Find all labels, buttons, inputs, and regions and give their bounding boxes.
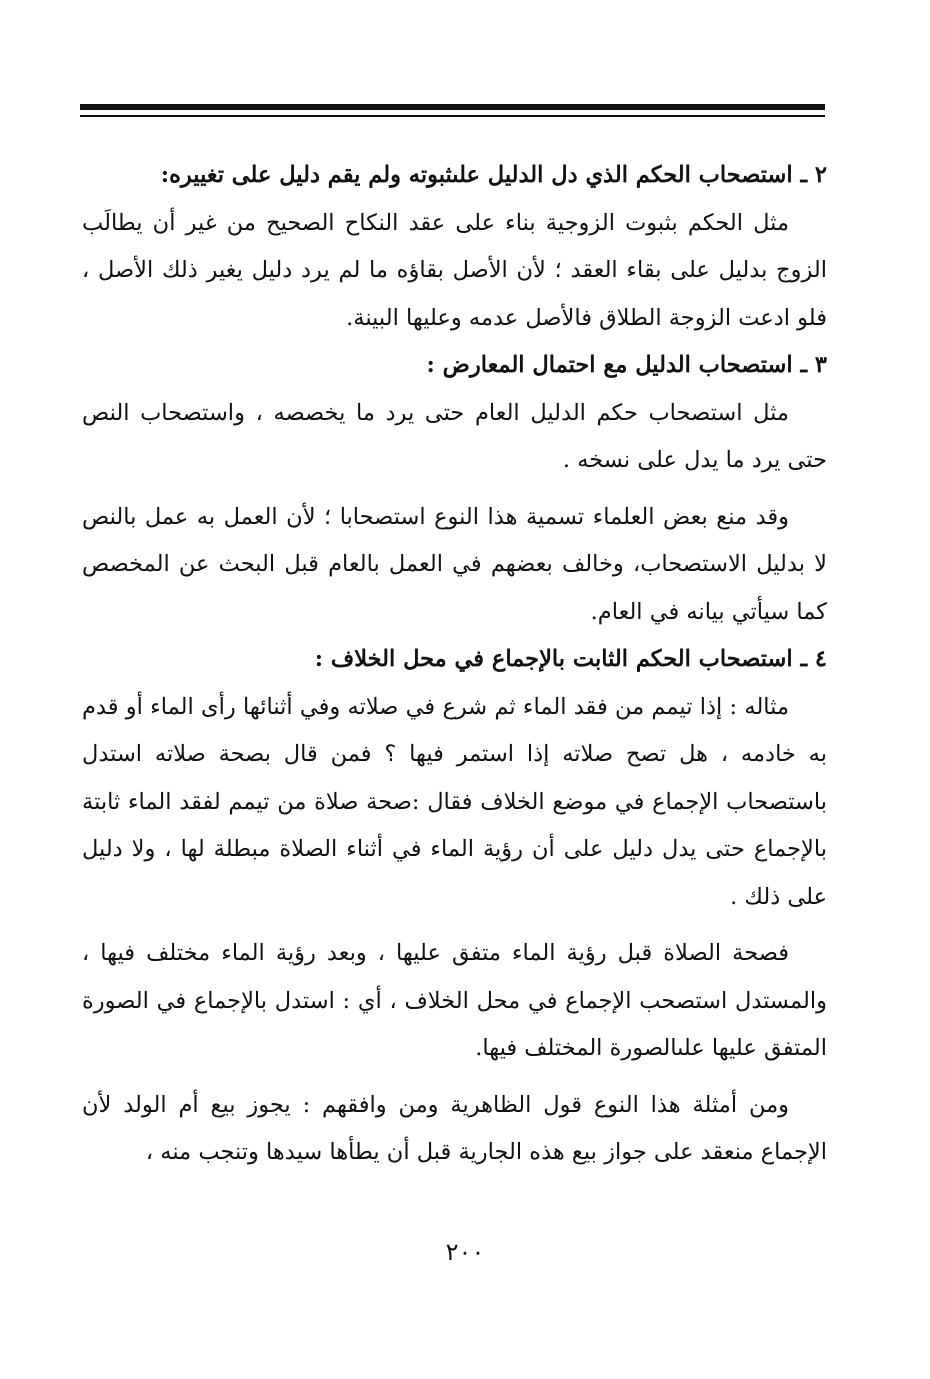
section-3-paragraph-2: وقد منع بعض العلماء تسمية هذا النوع استصحابا ؛ لأن العمل به عمل بالنص لا بدليل الاستصحاب، وخالف بعضهم في العمل بالعام قبل البحث عن المخصص كما سيأتي بيانه في العام. bbox=[82, 503, 827, 625]
section-4-heading: ٤ ـ استصحاب الحكم الثابت بالإجماع في محل الخلاف : bbox=[314, 646, 827, 672]
section-3-paragraph-1: مثل استصحاب حكم الدليل العام حتى يرد ما يخصصه ، واستصحاب النص حتى يرد ما يدل على نسخه . bbox=[82, 399, 827, 473]
section-4-paragraph-3: ومن أمثلة هذا النوع قول الظاهرية ومن وافقهم : يجوز بيع أم الولد لأن الإجماع منعقد على جواز بيع هذه الجارية قبل أن يطأها سيدها وتنجب منه ، bbox=[82, 1091, 827, 1165]
page-number: ٢٠٠ bbox=[445, 1238, 485, 1266]
section-2-heading: ٢ ـ استصحاب الحكم الذي دل الدليل علىثبوته ولم يقم دليل على تغييره: bbox=[160, 162, 827, 188]
section-2-paragraph: مثل الحكم بثبوت الزوجية بناء على عقد النكاح الصحيح من غير أن يطالَب الزوج بدليل على بقاء العقد ؛ لأن الأصل بقاؤه ما لم يرد دليل يغير ذلك الأصل ، فلو ادعت الزوجة الطلاق فالأصل عدمه وعليها البينة. bbox=[82, 209, 827, 331]
section-3-heading: ٣ ـ استصحاب الدليل مع احتمال المعارض : bbox=[426, 352, 827, 378]
section-4-paragraph-2: فصحة الصلاة قبل رؤية الماء متفق عليها ، وبعد رؤية الماء مختلف فيها ، والمستدل استصحب الإجماع في محل الخلاف ، أي : استدل بالإجماع في الصورة المتفق عليها علىالصورة المختلف فيها. bbox=[82, 940, 827, 1061]
page-content bbox=[82, 152, 827, 1177]
header-rule-thin bbox=[80, 115, 825, 117]
header-rule-thick bbox=[80, 104, 825, 110]
section-4-paragraph-1: مثاله : إذا تيمم من فقد الماء ثم شرع في صلاته وفي أثنائها رأى الماء أو قدم به خادمه ، هل تصح صلاته إذا استمر فيها ؟ فمن قال بصحة صلاته استدل باستصحاب الإجماع في موضع الخلاف فقال :صحة صلاة من تيمم لفقد الماء ثابتة بالإجماع حتى يدل دليل على أن رؤية الماء في أثناء الصلاة مبطلة لها ، ولا دليل على ذلك . bbox=[82, 693, 827, 910]
